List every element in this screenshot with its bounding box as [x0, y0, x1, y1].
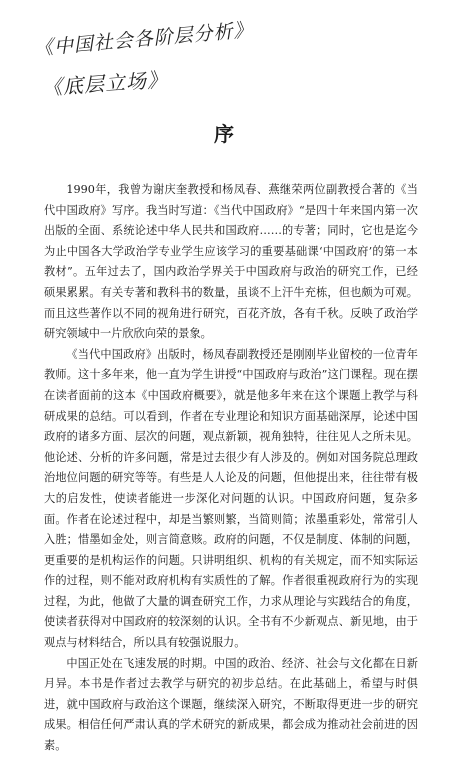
- page-title: 序: [214, 122, 236, 146]
- paragraph-1: 1990年，我曾为谢庆奎教授和杨凤春、燕继荣两位副教授合著的《当代中国政府》写序。我当时写道：《当代中国政府》“是四十年来国内第一次出版的全面、系统论述中华人民共和国政府……的专著；同时，它也是迄今为止中国各大学政治学专业学生应该学习的重要基础课‘中国政府’的第一本教材”。五年过去了，国内政治学界关于中国政府与政治的研究工作，已经硕果累累。有关专著和教科书的数量，虽谈不上汗牛充栋，但也颇为可观。而且这些著作以不同的视角进行研究，百花齐放，各有千秋。反映了政治学研究领域中一片欣欣向荣的景象。: [44, 183, 418, 341]
- paragraph-2: 《当代中国政府》出版时，杨凤春副教授还是刚刚毕业留校的一位青年教师。这十多年来，他一直为学生讲授“中国政府与政治”这门课程。现在摆在读者面前的这本《中国政府概要》，就是他多年来在这个课题上教学与科研成果的总结。可以看到，作者在专业理论和知识方面基础深厚，论述中国政府的诸多方面、层次的问题，观点新颖，视角独特，往往见人之所未见。他论述、分析的许多问题，常是过去很少有人涉及的。例如对国务院总理政治地位问题的研究等等。有些是人人论及的问题，但他提出来，往往带有极大的启发性，使读者能进一步深化对问题的认识。中国政府问题，复杂多面。作者在论述过程中，却是当繁则繁，当简则简；浓墨重彩处，常常引人入胜；惜墨如金处，则言简意赅。政府的问题，不仅是制度、体制的问题，更重要的是机构运作的问题。只讲明组织、机构的有关规定，而不知实际运作的过程，则不能对政府机构有实质性的了解。作者很重视政府行为的实现过程，为此，他做了大量的调查研究工作，力求从理论与实践结合的角度，使读者获得对中国政府的较深刻的认识。全书有不少新观点、新见地，由于观点与材料结合，所以具有较强说服力。: [44, 347, 418, 650]
- handwritten-annotation: [34, 20, 294, 110]
- preface-body: [44, 180, 418, 757]
- handwritten-note-line-2: 《底层立场》: [41, 67, 169, 100]
- paragraph-3: 中国正处在飞速发展的时期。中国的政治、经济、社会与文化都在日新月异。本书是作者过去教学与研究的初步总结。在此基础上，希望与时俱进，就中国政府与政治这个课题，继续深入研究，不断取得更进一步的研究成果。相信任何严肃认真的学术研究的新成果，都会成为推动社会前进的因素。: [44, 656, 418, 753]
- handwritten-note-line-1: 《中国社会各阶层分析》: [33, 18, 255, 60]
